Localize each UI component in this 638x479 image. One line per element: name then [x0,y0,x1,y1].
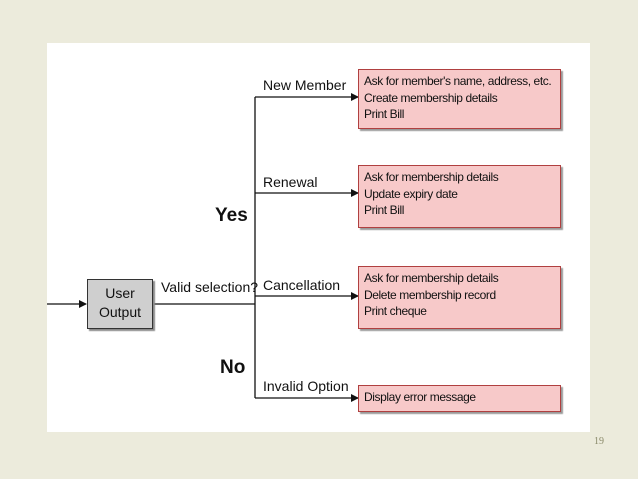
action-line: Delete membership record [364,287,496,302]
action-node-new-member [358,69,561,129]
no-label: No [220,357,246,378]
action-line: Ask for membership details [364,170,499,184]
action-line: Print Bill [364,203,405,217]
action-line: Create membership details [364,90,498,105]
action-line: Update expiry date [364,186,458,201]
branch-label-new-member: New Member [263,77,347,93]
action-line: Display error message [364,390,476,404]
user-output-line1: User [105,285,135,301]
branch-label-renewal: Renewal [263,174,318,190]
action-line: Ask for membership details [364,271,499,285]
branch-label-cancellation: Cancellation [263,277,341,293]
user-output-line2: Output [98,304,142,320]
action-node-invalid [358,385,561,412]
action-node-cancellation [358,266,561,329]
action-line: Ask for member's name, address, etc. [364,74,552,88]
action-node-renewal [358,165,561,228]
action-line: Print cheque [364,304,427,318]
yes-label: Yes [215,205,248,226]
user-output-node [87,279,153,329]
page-number: 19 [594,436,604,447]
branch-label-invalid: Invalid Option [263,378,349,394]
action-line: Print Bill [364,107,405,121]
decision-question: Valid selection? [161,279,259,295]
